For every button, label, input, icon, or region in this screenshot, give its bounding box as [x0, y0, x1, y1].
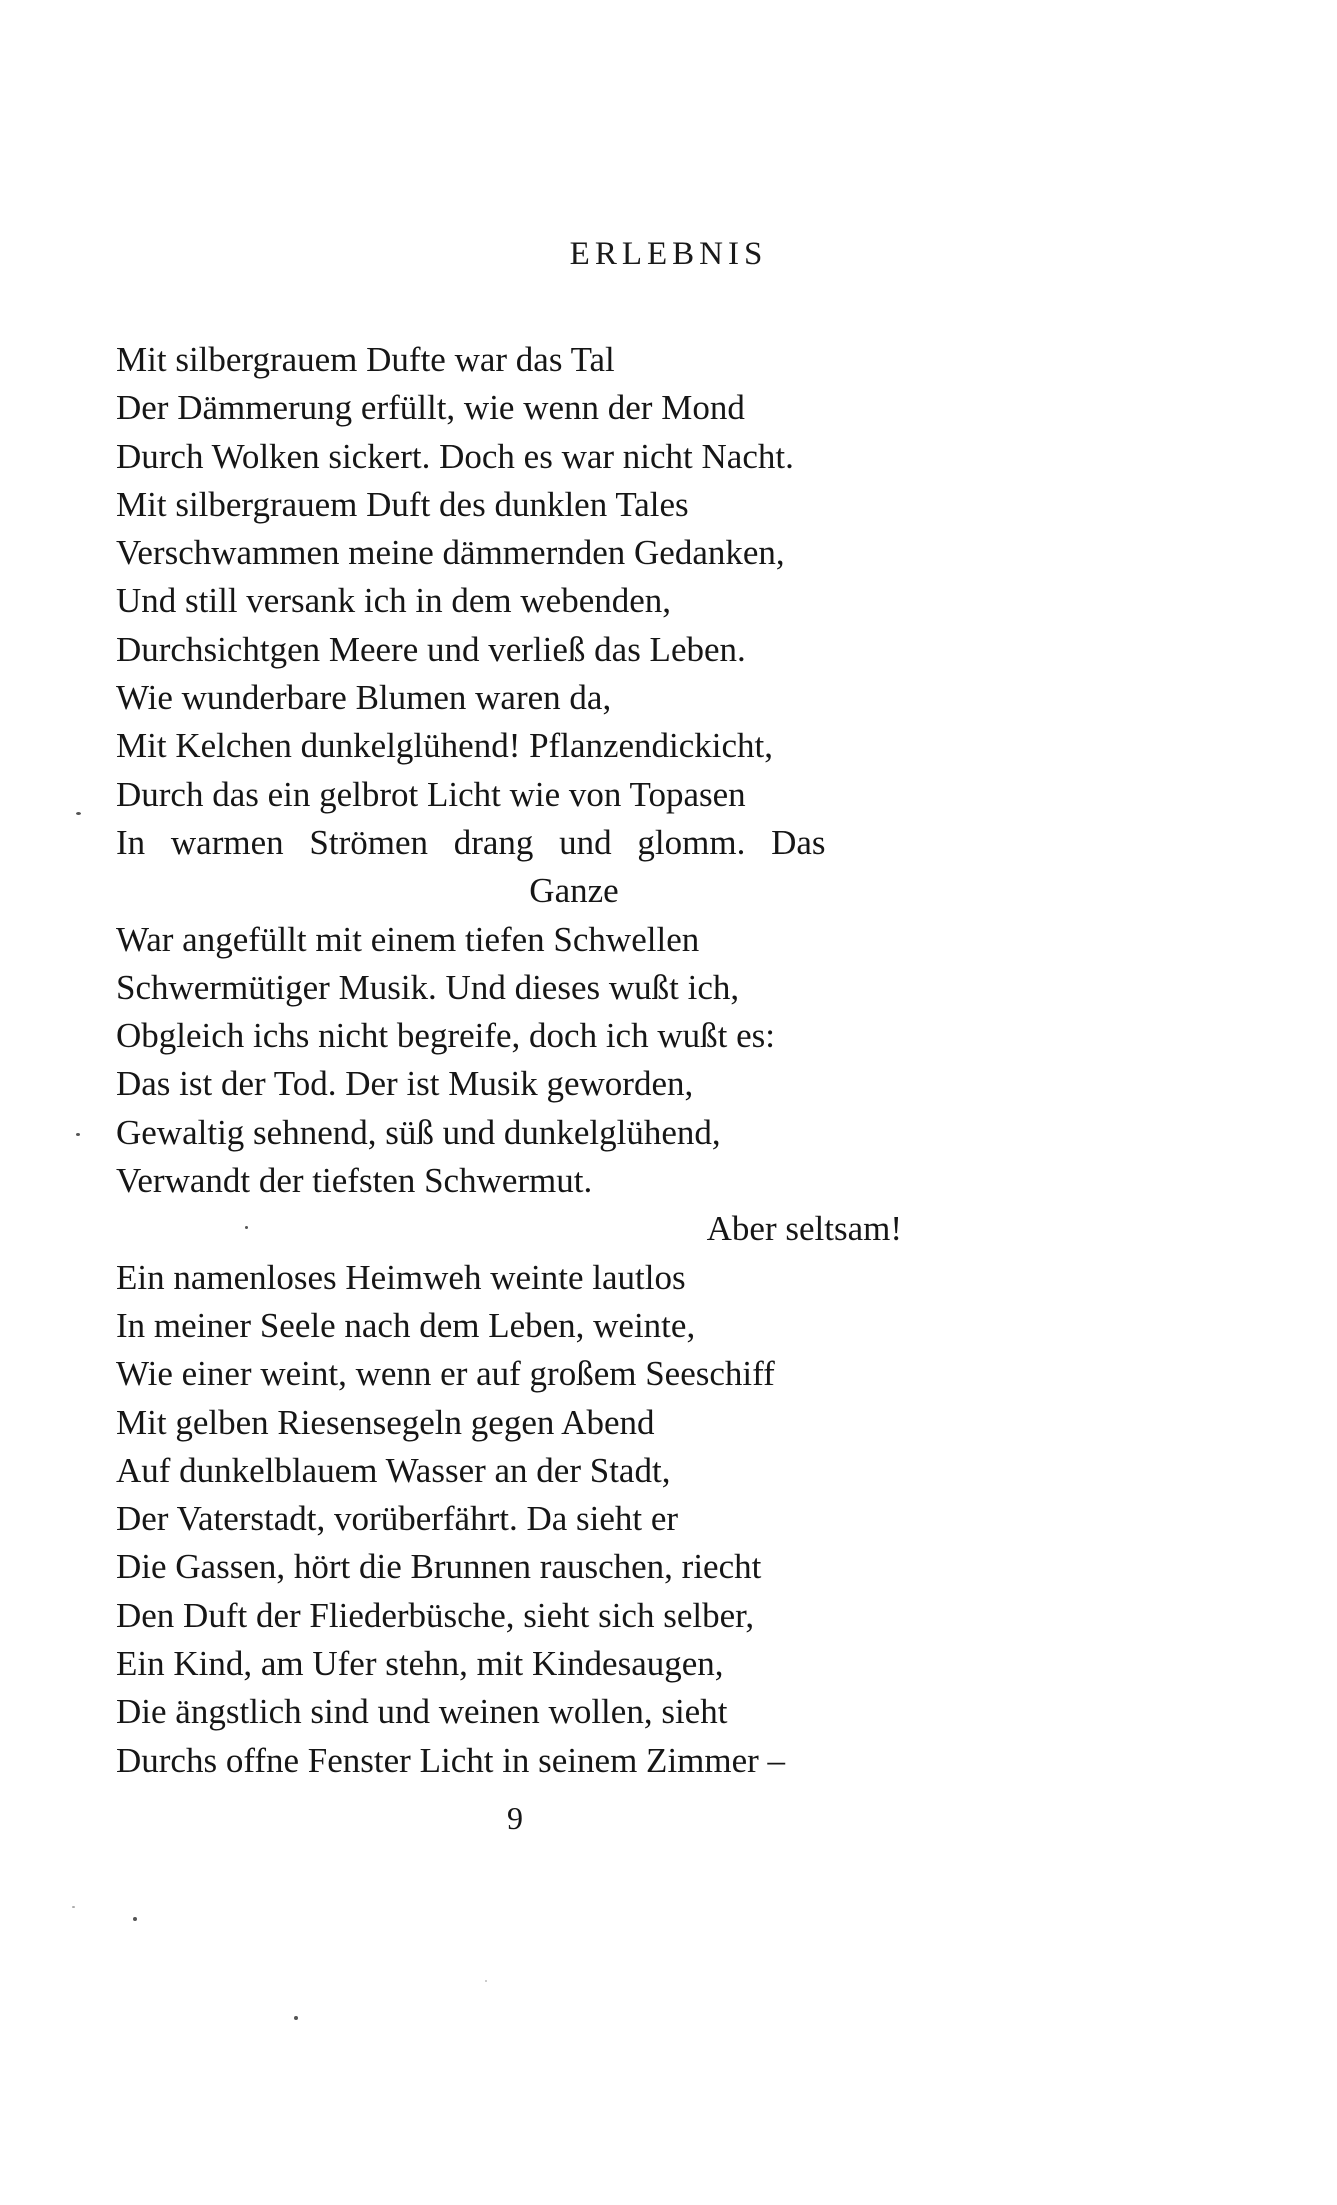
poem-line: Verschwammen meine dämmernden Gedanken,	[116, 533, 785, 573]
poem-line: Mit gelben Riesensegeln gegen Abend	[116, 1402, 655, 1442]
scan-speck	[133, 1917, 137, 1921]
poem-line: Verwandt der tiefsten Schwermut.	[116, 1161, 593, 1201]
poem-line: Durchsichtgen Meere und verließ das Leben.	[116, 629, 746, 669]
poem-line: War angefüllt mit einem tiefen Schwellen	[116, 919, 700, 959]
poem-line: Der Vaterstadt, vorüberfährt. Da sieht er	[116, 1499, 679, 1539]
poem-line: Durch das ein gelbrot Licht wie von Topasen	[116, 774, 746, 814]
scan-speck	[76, 812, 81, 815]
poem-line: In meiner Seele nach dem Leben, weinte,	[116, 1305, 696, 1345]
poem-line: Wie einer weint, wenn er auf großem Seeschiff	[116, 1354, 775, 1394]
poem-line: Gewaltig sehnend, süß und dunkelglühend,	[116, 1112, 721, 1152]
poem-line: Der Dämmerung erfüllt, wie wenn der Mond	[116, 388, 745, 428]
poem-line: Obgleich ichs nicht begreife, doch ich wußt es:	[116, 1016, 775, 1056]
poem-line: Auf dunkelblauem Wasser an der Stadt,	[116, 1450, 671, 1490]
poem-line: Die Gassen, hört die Brunnen rauschen, riecht	[116, 1547, 762, 1587]
scan-speck	[76, 1133, 80, 1136]
poem-line-indented: Aber seltsam!	[706, 1209, 902, 1249]
poem-line: Die ängstlich sind und weinen wollen, sieht	[116, 1692, 728, 1732]
poem-line: Und still versank ich in dem webenden,	[116, 581, 672, 621]
page-number: 9	[507, 1800, 523, 1836]
scan-speck	[485, 1980, 487, 1982]
scan-speck	[294, 2016, 298, 2020]
scan-speck	[245, 1226, 248, 1229]
poem-line: Das ist der Tod. Der ist Musik geworden,	[116, 1064, 694, 1104]
poem-line: Durchs offne Fenster Licht in seinem Zimmer –	[116, 1740, 786, 1780]
poem-line: Mit silbergrauem Duft des dunklen Tales	[116, 484, 689, 524]
poem-line: Mit silbergrauem Dufte war das Tal	[116, 340, 615, 379]
poem-line: Wie wunderbare Blumen waren da,	[116, 678, 612, 718]
scan-speck	[72, 1906, 75, 1908]
poem-line-continuation: Ganze	[529, 871, 619, 911]
poem-body	[116, 336, 902, 1785]
poem-line: Ein namenloses Heimweh weinte lautlos	[116, 1257, 686, 1297]
poem-line: Durch Wolken sickert. Doch es war nicht Nacht.	[116, 436, 794, 476]
poem-line: Schwermütiger Musik. Und dieses wußt ich,	[116, 967, 740, 1007]
poem-line-justified: In warmen Strömen drang und glomm. Das	[116, 822, 826, 862]
poem-line: Den Duft der Fliederbüsche, sieht sich selber,	[116, 1595, 755, 1635]
poem-title: ERLEBNIS	[569, 236, 768, 272]
poem-line: Ein Kind, am Ufer stehn, mit Kindesaugen,	[116, 1644, 724, 1684]
poem-line: Mit Kelchen dunkelglühend! Pflanzendickicht,	[116, 726, 774, 766]
